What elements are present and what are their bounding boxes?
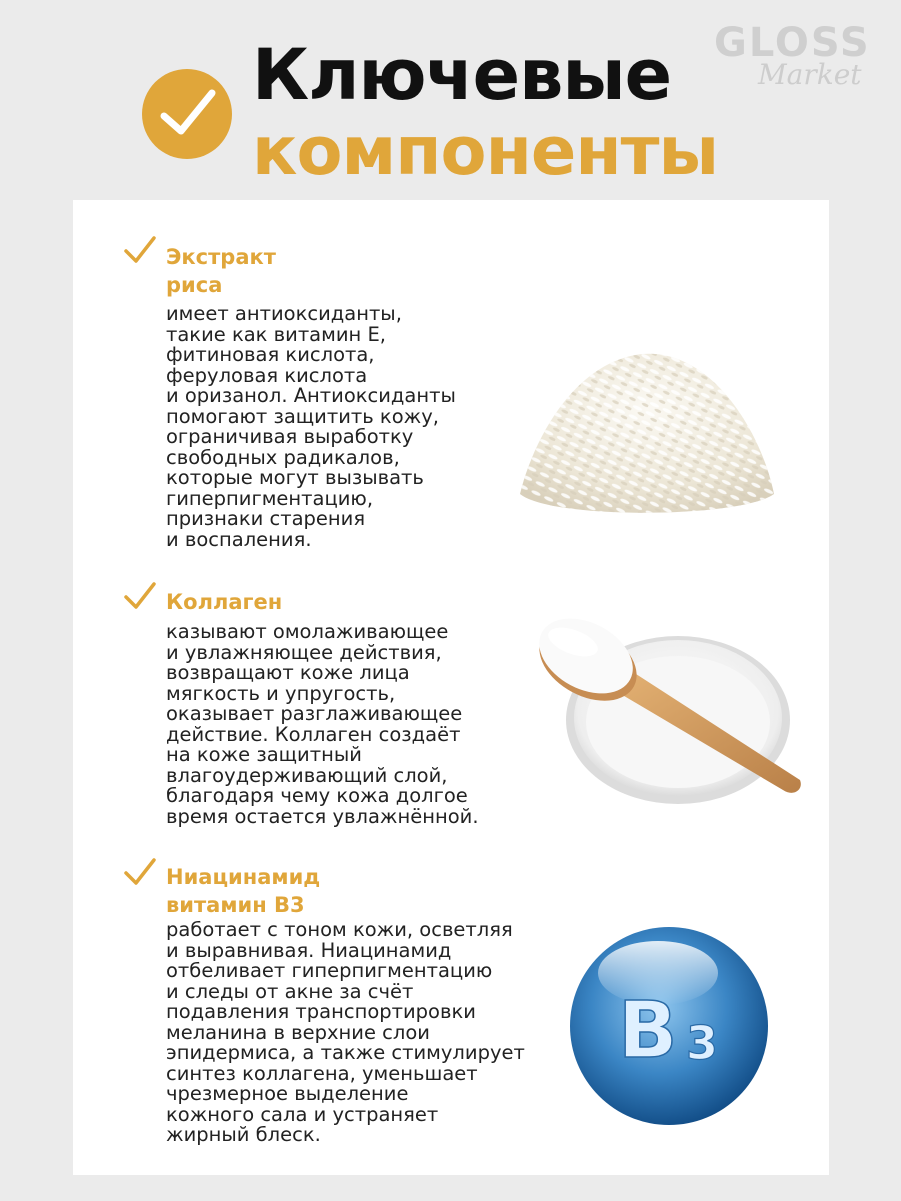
item-title-rice: Экстракт риса — [166, 245, 276, 297]
brand-logo — [714, 20, 884, 100]
vitamin-b3-sphere-image — [568, 925, 770, 1127]
b3-subscript: 3 — [686, 1016, 719, 1070]
item-text-niacinamide: работает с тоном кожи, осветляя и выравнивая. Ниацинамид отбеливает гиперпигментацию и следы от акне за счёт подавления транспортировки меланина в верхние слои эпидермиса, а также стимулирует синтез коллагена, уменьшает чрезмерное выделение кожного сала и устраняет жирный блеск. — [166, 918, 525, 1146]
rice-pile-image — [512, 334, 780, 520]
check-icon — [124, 236, 156, 264]
item-text-collagen: казывают омолаживающее и увлажняющее действия, возвращают коже лица мягкость и упругость, оказывает разглаживающее действие. Коллаген создаёт на коже защитный влагоудерживающий слой, благодаря чему кожа долгое время остается увлажнённой. — [166, 620, 479, 828]
item-title-collagen: Коллаген — [166, 590, 283, 614]
b3-letter: B — [618, 986, 678, 1076]
check-circle-icon — [142, 69, 232, 159]
item-text-rice: имеет антиоксиданты, такие как витамин Е, фитиновая кислота, феруловая кислота и оризанол. Антиоксиданты помогают защитить кожу, ограничивая выработку свободных радикалов, которые могут вызывать гиперпигментацию, признаки старения и воспаления. — [166, 302, 456, 551]
check-icon — [124, 858, 156, 886]
page-title-line1: Ключевые — [252, 34, 672, 116]
brand-logo-name: GLOSS — [714, 20, 871, 66]
page-title-line2: компоненты — [252, 112, 719, 190]
collagen-powder-image — [528, 612, 806, 808]
item-title-niacinamide: Ниацинамид витамин В3 — [166, 865, 321, 917]
check-icon — [124, 582, 156, 610]
brand-logo-sub: Market — [758, 58, 862, 91]
